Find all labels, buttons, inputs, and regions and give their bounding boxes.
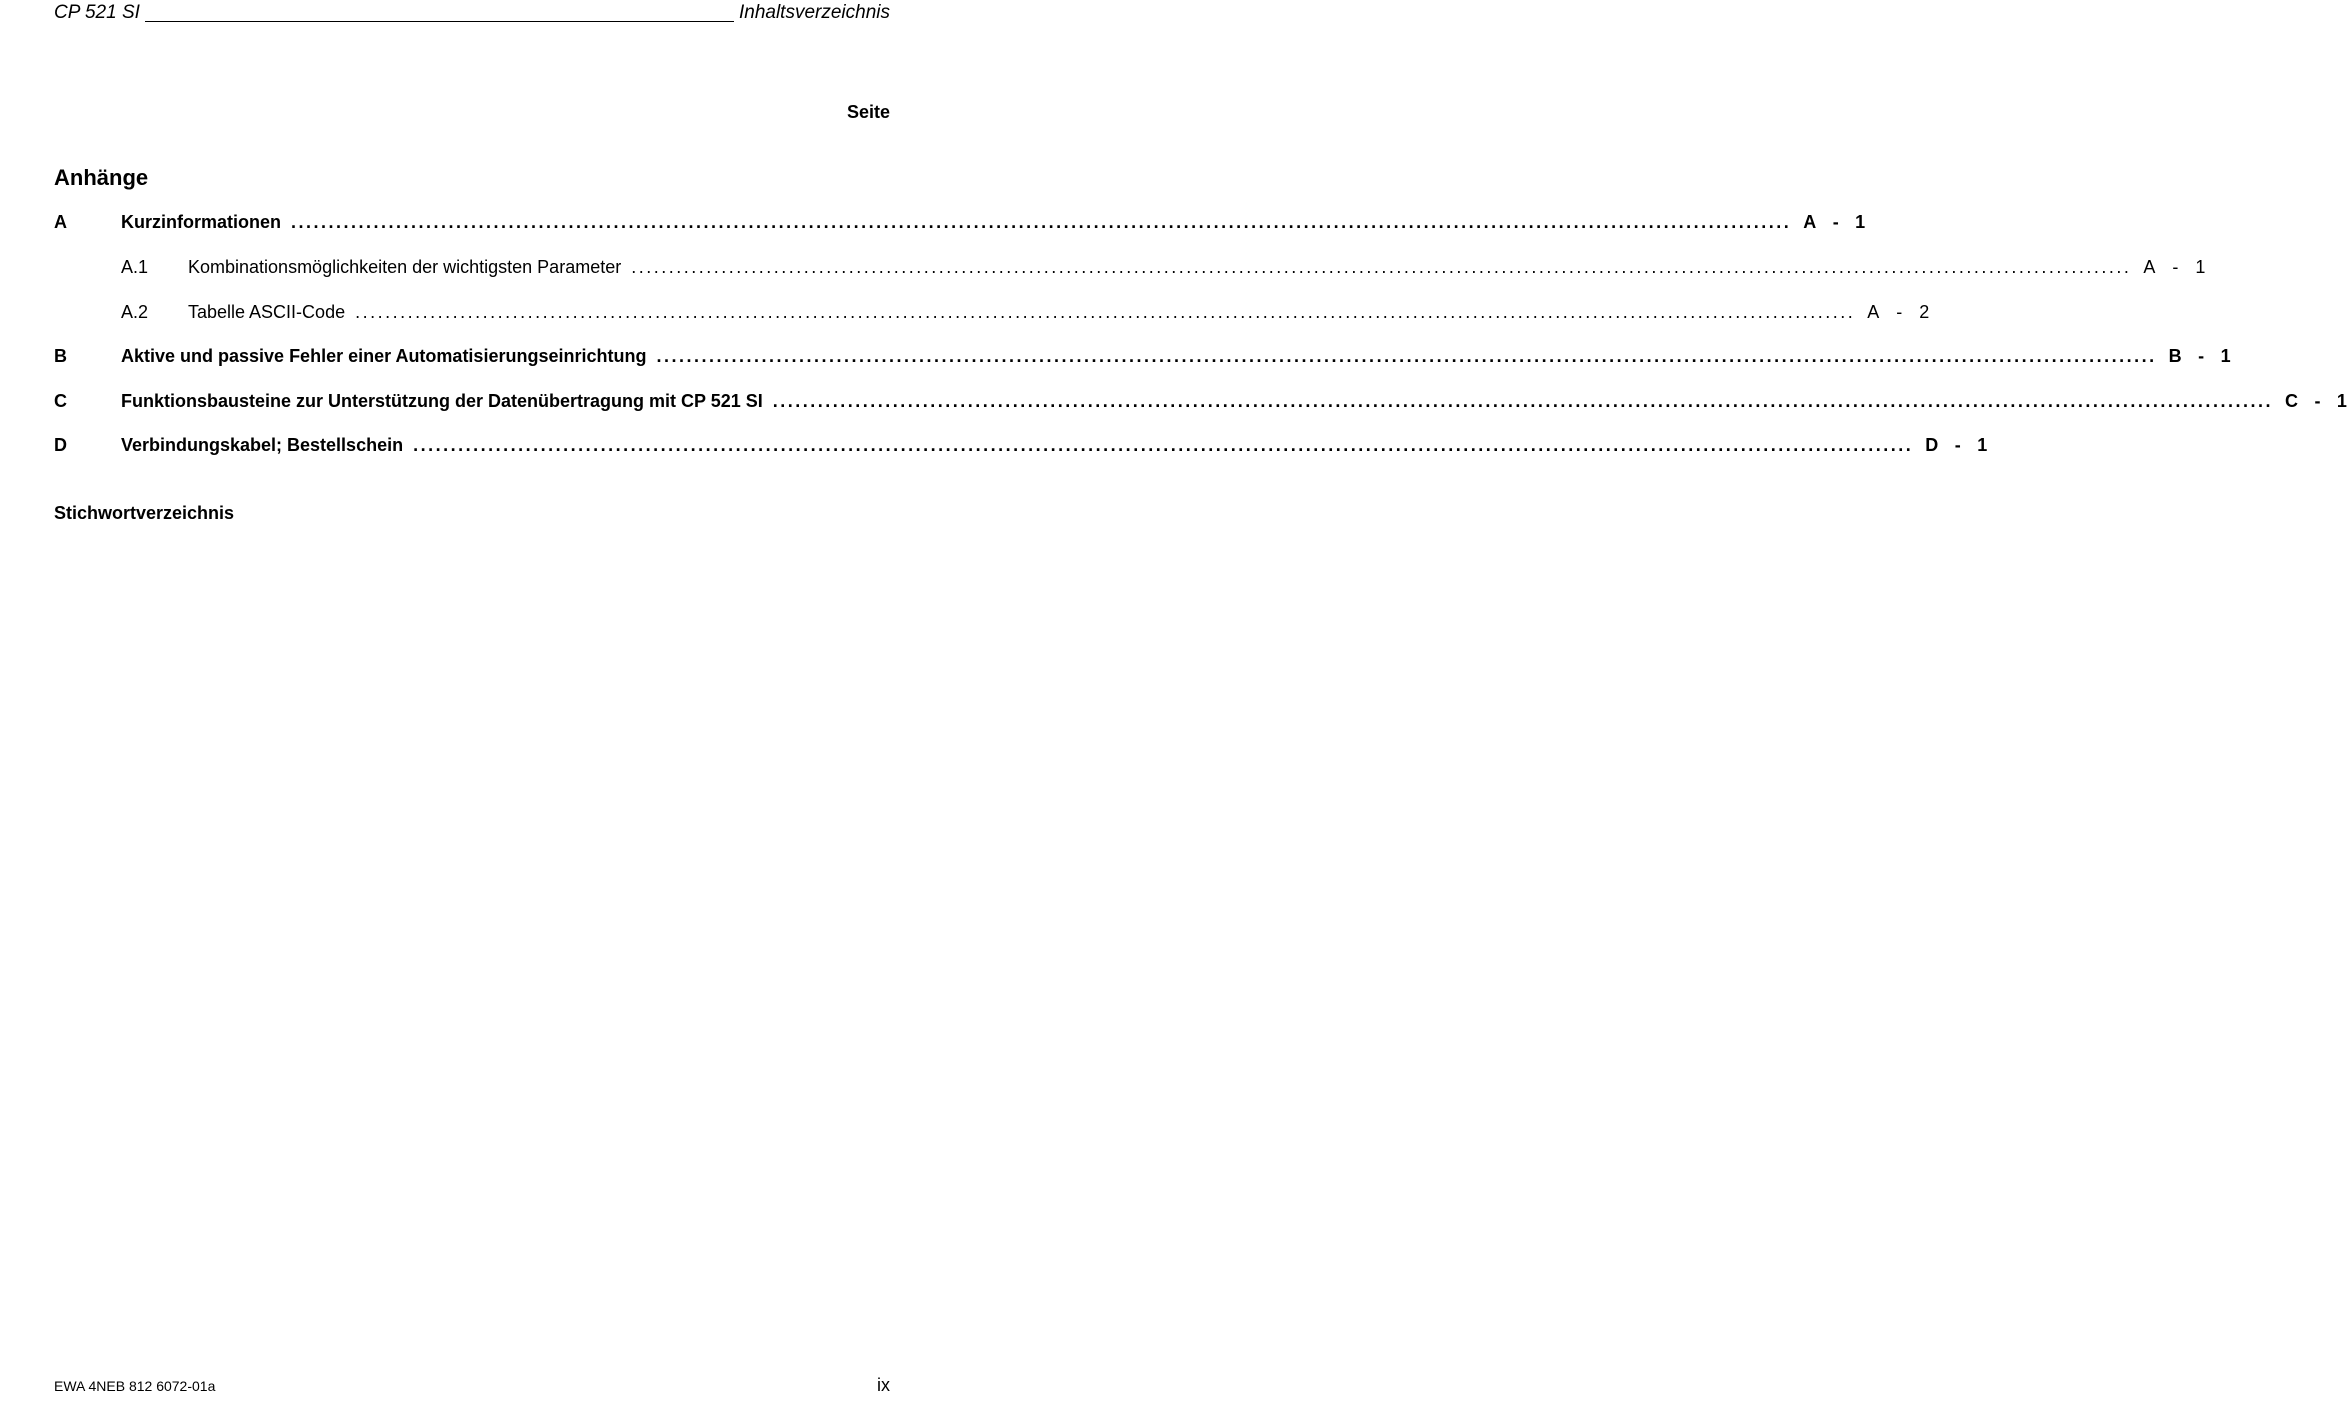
index-entry[interactable]: Stichwortverzeichnis	[54, 503, 235, 523]
toc-entry-title: Funktionsbausteine zur Unterstützung der Datenübertragung mit CP 521 SI	[121, 391, 763, 411]
toc-entry[interactable]	[54, 257, 2206, 281]
toc-entry-letter: B	[54, 346, 67, 366]
toc-dot-leader: ........................................................................................................................................................................................................	[355, 302, 1856, 322]
toc-page-separator: -	[1896, 302, 1903, 322]
toc-page-letter: A	[1803, 212, 1817, 232]
toc-entry[interactable]	[54, 212, 1866, 236]
toc-page-number: 1	[1855, 212, 1866, 232]
toc-dot-leader: ........................................................................................................................................................................................................	[291, 212, 1792, 232]
toc-entry-letter: C	[54, 391, 67, 411]
header-manual-title: CP 521 SI	[54, 2, 140, 23]
footer-page-number: ix	[877, 1375, 890, 1395]
toc-dot-leader: ........................................................................................................................................................................................................	[631, 257, 2132, 277]
toc-page-separator: -	[2198, 346, 2205, 366]
toc-entry[interactable]	[54, 346, 2231, 370]
footer-document-code: EWA 4NEB 812 6072-01a	[54, 1378, 216, 1394]
toc-entry-title: Tabelle ASCII-Code	[188, 302, 346, 322]
toc-entry-title: Aktive und passive Fehler einer Automatisierungseinrichtung	[121, 346, 647, 366]
toc-dot-leader: ........................................................................................................................................................................................................	[656, 346, 2157, 366]
toc-entry-title: Kombinationsmöglichkeiten der wichtigsten Parameter	[188, 257, 622, 277]
toc-dot-leader: ........................................................................................................................................................................................................	[772, 391, 2273, 411]
toc-page-ref	[2285, 391, 2347, 412]
toc-page-number: 1	[1977, 435, 1988, 455]
toc-entry[interactable]	[54, 391, 2347, 415]
toc-entry[interactable]	[54, 435, 1988, 459]
toc-entry-title: Kurzinformationen	[121, 212, 281, 232]
toc-dot-leader: ........................................................................................................................................................................................................	[413, 435, 1914, 455]
toc-entry-number: A.1	[121, 257, 149, 277]
toc-page-number: 1	[2336, 391, 2347, 411]
toc-page-number: 1	[2220, 346, 2231, 366]
toc-page-separator: -	[2314, 391, 2321, 411]
page-column-label: Seite	[846, 102, 890, 122]
toc-page-ref	[2143, 257, 2205, 278]
toc-page-separator: -	[1954, 435, 1961, 455]
toc-page-letter: A	[2143, 257, 2156, 277]
toc-entry[interactable]	[54, 302, 1930, 326]
toc-entry-letter: A	[54, 212, 67, 232]
toc-page-letter: D	[1925, 435, 1939, 455]
toc-page-separator: -	[2172, 257, 2179, 277]
section-title: Anhänge	[54, 165, 149, 190]
header-chapter-title: Inhaltsverzeichnis	[738, 2, 890, 23]
toc-entry-title: Verbindungskabel; Bestellschein	[121, 435, 404, 455]
toc-page-ref	[1867, 302, 1929, 323]
toc-page-separator: -	[1832, 212, 1839, 232]
toc-page-letter: C	[2284, 391, 2298, 411]
toc-page-ref	[1925, 435, 1987, 456]
toc-page-letter: A	[1867, 302, 1880, 322]
toc-page-letter: B	[2168, 346, 2182, 366]
toc-page-ref	[1803, 212, 1865, 233]
toc-entry-number: A.2	[121, 302, 149, 322]
page-header	[54, 0, 890, 24]
toc-page-number: 1	[2195, 257, 2206, 277]
toc-page-ref	[2169, 346, 2231, 367]
toc-entry-letter: D	[54, 435, 67, 455]
header-rule	[145, 21, 734, 22]
toc-page-number: 2	[1919, 302, 1930, 322]
